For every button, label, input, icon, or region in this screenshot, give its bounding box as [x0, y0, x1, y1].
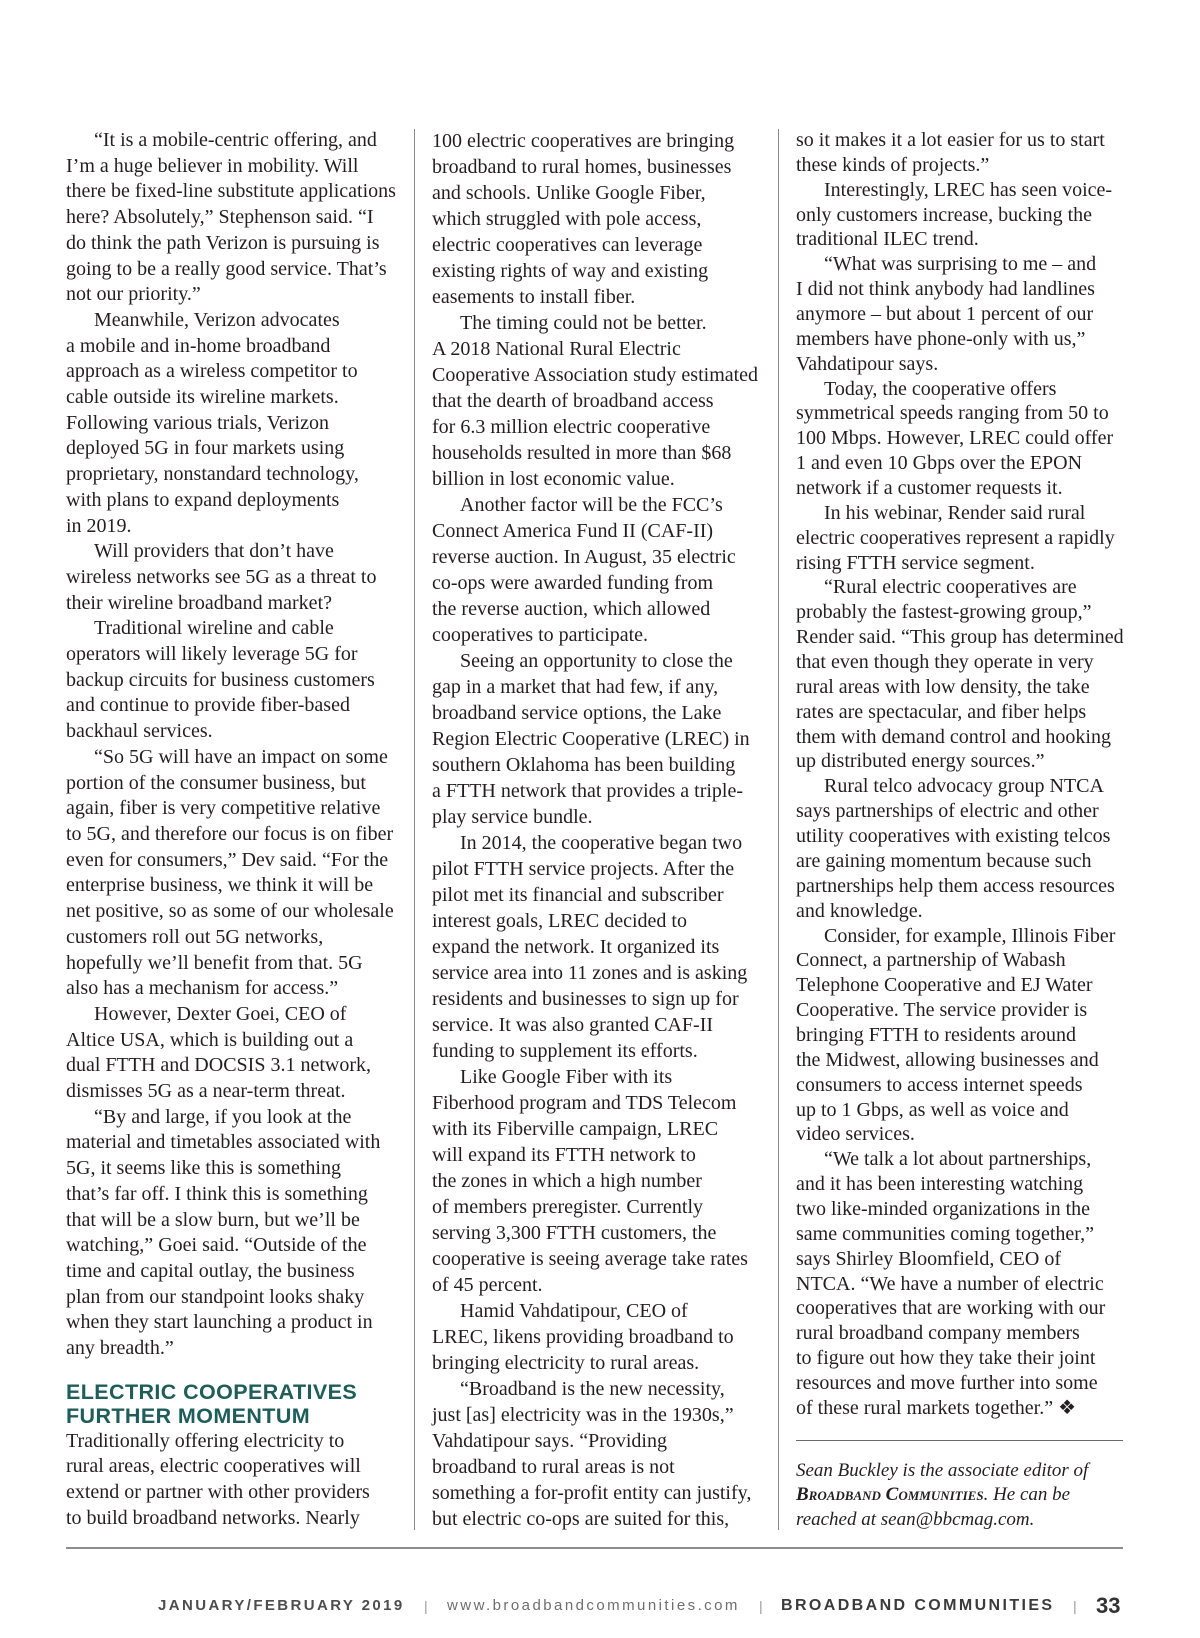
body-text-line: play service bundle. [432, 806, 593, 828]
body-text-line: Connect, a partnership of Wabash [796, 949, 1066, 972]
author-bio [796, 1459, 1123, 1533]
body-text-line: which struggled with pole access, [432, 208, 702, 230]
body-text-line: and knowledge. [796, 899, 923, 922]
body-text-line: that the dearth of broadband access [432, 390, 714, 412]
body-text-line: partnerships help them access resources [796, 874, 1115, 897]
page-number: 33 [1096, 1593, 1121, 1618]
body-text-line: same communities coming together,” [796, 1222, 1095, 1245]
body-text-line: with its Fiberville campaign, LREC [432, 1118, 719, 1140]
body-text-line: Meanwhile, Verizon advocates [94, 308, 340, 331]
body-text-line: any breadth.” [66, 1337, 174, 1360]
paragraph [796, 377, 1123, 501]
body-text-line: hopefully we’ll benefit from that. 5G [66, 951, 363, 974]
body-text-line: two like-minded organizations in the [796, 1197, 1091, 1220]
column-1-body [66, 128, 396, 1362]
footer-website: www.broadbandcommunities.com [447, 1597, 740, 1614]
body-text-line: will expand its FTTH network to [432, 1144, 696, 1166]
body-text-line: Consider, for example, Illinois Fiber [824, 924, 1116, 947]
body-text-line: even for consumers,” Dev said. “For the [66, 848, 389, 871]
paragraph [796, 774, 1123, 923]
body-text-line: bringing FTTH to residents around [796, 1023, 1076, 1046]
body-text-line: up to 1 Gbps, as well as voice and [796, 1098, 1069, 1121]
body-text-line: the reverse auction, which allowed [432, 598, 711, 620]
body-text-line: southern Oklahoma has been building [432, 754, 736, 776]
body-text-line: Telephone Cooperative and EJ Water [796, 974, 1093, 997]
body-text-line: operators will likely leverage 5G for [66, 643, 358, 666]
body-text-line: “Broadband is the new necessity, [460, 1378, 725, 1400]
body-text-line: broadband to rural homes, businesses [432, 156, 732, 178]
body-text-line: 100 electric cooperatives are bringing [432, 130, 735, 152]
subhead-line: ELECTRIC COOPERATIVES [66, 1379, 358, 1404]
body-text-line: says partnerships of electric and other [796, 800, 1099, 823]
body-text-line: A 2018 National Rural Electric [432, 338, 681, 360]
paragraph [432, 310, 762, 492]
body-text-line: Traditionally offering electricity to [66, 1429, 345, 1452]
body-text-line: In his webinar, Render said rural [824, 501, 1086, 524]
body-text-line: proprietary, nonstandard technology, [66, 463, 359, 486]
body-text-line: rural areas, electric cooperatives will [66, 1455, 361, 1478]
body-text-line: residents and businesses to sign up for [432, 988, 739, 1010]
body-text-line: billion in lost economic value. [432, 468, 675, 490]
body-text-line: The timing could not be better. [460, 312, 707, 334]
paragraph [432, 648, 762, 830]
body-text-line: dual FTTH and DOCSIS 3.1 network, [66, 1054, 371, 1077]
paragraph [432, 830, 762, 1064]
body-text-line: However, Dexter Goei, CEO of [94, 1002, 347, 1025]
body-text-line: says Shirley Bloomfield, CEO of [796, 1247, 1061, 1270]
paragraph [796, 1147, 1123, 1420]
body-text-line: in 2019. [66, 514, 132, 537]
body-text-line: cable outside its wireline markets. [66, 386, 339, 409]
body-text-line: to build broadband networks. Nearly [66, 1506, 360, 1529]
body-text-line: funding to supplement its efforts. [432, 1040, 698, 1062]
body-text-line: just [as] electricity was in the 1930s,” [432, 1404, 734, 1426]
body-text-line: rural areas with low density, the take [796, 675, 1090, 698]
body-text-line: utility cooperatives with existing telcos [796, 825, 1111, 848]
column-divider [778, 129, 779, 1530]
body-text-line: extend or partner with other providers [66, 1481, 370, 1504]
author-bio-line: Sean Buckley is the associate editor of [796, 1459, 1089, 1481]
body-text-line: with plans to expand deployments [66, 488, 340, 511]
body-text-line: probably the fastest-growing group,” [796, 601, 1092, 624]
paragraph [796, 501, 1123, 576]
body-text-line: co-ops were awarded funding from [432, 572, 714, 594]
body-text-line: network if a customer requests it. [796, 477, 1063, 500]
body-text-line: to 5G, and therefore our focus is on fiber [66, 822, 394, 845]
body-text-line: and it has been interesting watching [796, 1173, 1084, 1196]
body-text-line: expand the network. It organized its [432, 936, 720, 958]
paragraph [66, 1105, 396, 1362]
body-text-line: pilot met its financial and subscriber [432, 884, 724, 906]
body-text-line: easements to install fiber. [432, 286, 636, 308]
body-text-line: the Midwest, allowing businesses and [796, 1048, 1099, 1071]
paragraph [796, 252, 1123, 376]
footer-issue-date: JANUARY/FEBRUARY 2019 [158, 1597, 405, 1614]
body-text-line: portion of the consumer business, but [66, 771, 366, 794]
paragraph [796, 575, 1123, 774]
body-text-line: customers roll out 5G networks, [66, 925, 324, 948]
body-text-line: are gaining momentum because such [796, 849, 1092, 872]
body-text-line: deployed 5G in four markets using [66, 437, 345, 460]
body-text-line: dismisses 5G as a near-term threat. [66, 1080, 346, 1103]
body-text-line: Rural telco advocacy group NTCA [824, 775, 1104, 798]
body-text-line: video services. [796, 1123, 915, 1146]
column-divider [414, 129, 415, 1530]
body-text-line: Region Electric Cooperative (LREC) in [432, 728, 750, 750]
author-bio-contact: reached at sean@bbcmag.com. [796, 1508, 1035, 1530]
body-text-line: NTCA. “We have a number of electric [796, 1272, 1104, 1295]
body-text-line: the zones in which a high number [432, 1170, 702, 1192]
body-text-line: “Rural electric cooperatives are [824, 576, 1077, 599]
paragraph [796, 128, 1123, 178]
body-text-line: time and capital outlay, the business [66, 1259, 355, 1282]
body-text-line: not our priority.” [66, 283, 201, 306]
section-subhead [66, 1380, 396, 1428]
body-text-line: reverse auction. In August, 35 electric [432, 546, 736, 568]
body-text-line: a FTTH network that provides a triple- [432, 780, 744, 802]
body-text-line: LREC, likens providing broadband to [432, 1326, 734, 1348]
body-text-line: something a for-profit entity can justify, [432, 1482, 752, 1504]
body-text-line: service. It was also granted CAF-II [432, 1014, 714, 1036]
body-text-line: In 2014, the cooperative began two [460, 832, 743, 854]
body-text-line: anymore – but about 1 percent of our [796, 303, 1094, 326]
column-2-body [432, 128, 762, 1532]
body-text-line: 1 and even 10 Gbps over the EPON [796, 452, 1083, 475]
body-text-line: these kinds of projects.” [796, 153, 990, 176]
body-text-line: also has a mechanism for access.” [66, 977, 339, 1000]
body-text-line: for 6.3 million electric cooperative [432, 416, 711, 438]
body-text-line: plan from our standpoint looks shaky [66, 1285, 365, 1308]
body-text-line: Seeing an opportunity to close the [460, 650, 733, 672]
body-text-line: here? Absolutely,” Stephenson said. “I [66, 206, 374, 229]
column-3-body [796, 128, 1123, 1421]
article-column-3 [796, 128, 1123, 1532]
body-text-line: but electric co-ops are suited for this, [432, 1508, 730, 1530]
body-text-line: Will providers that don’t have [94, 540, 334, 563]
footer-separator: | [759, 1598, 763, 1614]
body-text-line: symmetrical speeds ranging from 50 to [796, 402, 1109, 425]
body-text-line: 100 Mbps. However, LREC could offer [796, 427, 1114, 450]
paragraph [66, 1429, 396, 1532]
body-text-line: “It is a mobile-centric offering, and [94, 129, 377, 151]
body-text-line: there be fixed-line substitute applications [66, 180, 396, 203]
body-text-line: Following various trials, Verizon [66, 411, 329, 434]
body-text-line: Altice USA, which is building out a [66, 1028, 354, 1051]
body-text-line: of these rural markets together.” ❖ [796, 1396, 1077, 1419]
body-text-line: Vahdatipour says. “Providing [432, 1430, 667, 1452]
body-text-line: Render said. “This group has determined [796, 626, 1124, 649]
body-text-line: pilot FTTH service projects. After the [432, 858, 735, 880]
footer-separator: | [424, 1598, 428, 1614]
paragraph [432, 1298, 762, 1376]
body-text-line: interest goals, LREC decided to [432, 910, 687, 932]
author-bio-line [796, 1483, 1123, 1508]
body-text-line: material and timetables associated with [66, 1131, 381, 1154]
body-text-line: cooperatives to participate. [432, 624, 649, 646]
footer-separator: | [1073, 1598, 1077, 1614]
body-text-line: households resulted in more than $68 [432, 442, 732, 464]
body-text-line: broadband to rural areas is not [432, 1456, 675, 1478]
body-text-line: existing rights of way and existing [432, 260, 709, 282]
paragraph [796, 178, 1123, 253]
body-text-line: Hamid Vahdatipour, CEO of [460, 1300, 688, 1322]
body-text-line: Fiberhood program and TDS Telecom [432, 1092, 737, 1114]
body-text-line: watching,” Goei said. “Outside of the [66, 1234, 367, 1257]
bio-separator-rule [796, 1440, 1123, 1441]
body-text-line: bringing electricity to rural areas. [432, 1352, 700, 1374]
body-text-line: rural broadband company members [796, 1322, 1080, 1345]
body-text-line: of members preregister. Currently [432, 1196, 704, 1218]
paragraph [796, 924, 1123, 1148]
paragraph [66, 1002, 396, 1105]
body-text-line: again, fiber is very competitive relative [66, 797, 381, 820]
body-text-line: their wireline broadband market? [66, 591, 332, 614]
body-text-line: them with demand control and hooking [796, 725, 1111, 748]
body-text-line: consumers to access internet speeds [796, 1073, 1083, 1096]
body-text-line: electric cooperatives represent a rapidly [796, 526, 1115, 549]
body-text-line: gap in a market that had few, if any, [432, 676, 719, 698]
body-text-line: Cooperative. The service provider is [796, 999, 1088, 1022]
body-text-line: that’s far off. I think this is something [66, 1182, 368, 1205]
body-text-line: service area into 11 zones and is asking [432, 962, 748, 984]
paragraph [66, 539, 396, 616]
paragraph [66, 308, 396, 539]
body-text-line: up distributed energy sources.” [796, 750, 1045, 773]
body-text-line: backup circuits for business customers [66, 668, 375, 691]
body-text-line: backhaul services. [66, 720, 213, 743]
paragraph [432, 492, 762, 648]
article-column-2 [432, 128, 762, 1532]
paragraph [432, 1064, 762, 1298]
body-text-line: Connect America Fund II (CAF-II) [432, 520, 714, 542]
body-text-line: I did not think anybody had landlines [796, 278, 1095, 301]
body-text-line: Vahdatipour says. [796, 352, 939, 375]
body-text-line: that even though they operate in very [796, 651, 1094, 674]
body-text-line: only customers increase, bucking the [796, 203, 1093, 226]
body-text-line: traditional ILEC trend. [796, 228, 979, 251]
footer-magazine-name: BROADBAND COMMUNITIES [781, 1597, 1055, 1614]
body-text-line: that will be a slow burn, but we’ll be [66, 1208, 360, 1231]
body-text-line: I’m a huge believer in mobility. Will [66, 154, 359, 177]
body-text-line: “What was surprising to me – and [824, 253, 1097, 276]
paragraph [66, 128, 396, 308]
body-text-line: approach as a wireless competitor to [66, 360, 358, 383]
body-text-line: Today, the cooperative offers [824, 377, 1057, 400]
body-text-line: net positive, so as some of our wholesale [66, 900, 394, 923]
body-text-line: a mobile and in-home broadband [66, 334, 331, 357]
body-text-line: rising FTTH service segment. [796, 551, 1035, 574]
column-1-after-subhead [66, 1429, 396, 1532]
body-text-line: Interestingly, LREC has seen voice- [824, 178, 1113, 201]
paragraph [66, 616, 396, 745]
paragraph [432, 128, 762, 310]
body-text-line: 5G, it seems like this is something [66, 1157, 341, 1180]
body-text-line: electric cooperatives can leverage [432, 234, 703, 256]
body-text-line: cooperatives that are working with our [796, 1297, 1106, 1320]
body-text-line: “By and large, if you look at the [94, 1105, 352, 1128]
bio-magazine-name: Broadband Communities [796, 1484, 984, 1506]
body-text-line: wireless networks see 5G as a threat to [66, 565, 377, 588]
body-text-line: Another factor will be the FCC’s [460, 494, 723, 516]
body-text-line: do think the path Verizon is pursuing is [66, 231, 380, 254]
body-text-line: to figure out how they take their joint [796, 1347, 1096, 1370]
body-text-line: when they start launching a product in [66, 1311, 373, 1334]
body-text-line: resources and move further into some [796, 1371, 1098, 1394]
body-text-line: going to be a really good service. That’s [66, 257, 387, 280]
body-text-line: Traditional wireline and cable [94, 617, 334, 640]
body-text-line: “So 5G will have an impact on some [94, 745, 388, 768]
body-text-line: so it makes it a lot easier for us to start [796, 129, 1105, 151]
body-text-line: Cooperative Association study estimated [432, 364, 759, 386]
body-text-line: enterprise business, we think it will be [66, 874, 374, 897]
body-text-line: cooperative is seeing average take rates [432, 1248, 748, 1270]
article-column-1 [66, 128, 396, 1532]
body-text-line: serving 3,300 FTTH customers, the [432, 1222, 717, 1244]
paragraph [66, 745, 396, 1002]
body-text-line: broadband service options, the Lake [432, 702, 722, 724]
paragraph [432, 1376, 762, 1532]
footer-rule [66, 1547, 1123, 1549]
body-text-line: rates are spectacular, and fiber helps [796, 700, 1087, 723]
author-bio-text: . He can be [983, 1484, 1071, 1506]
body-text-line: and schools. Unlike Google Fiber, [432, 182, 706, 204]
body-text-line: Like Google Fiber with its [460, 1066, 673, 1088]
body-text-line: members have phone-only with us,” [796, 327, 1086, 350]
body-text-line: of 45 percent. [432, 1274, 543, 1296]
body-text-line: “We talk a lot about partnerships, [824, 1148, 1092, 1171]
body-text-line: and continue to provide fiber-based [66, 694, 350, 717]
subhead-line: FURTHER MOMENTUM [66, 1403, 311, 1428]
